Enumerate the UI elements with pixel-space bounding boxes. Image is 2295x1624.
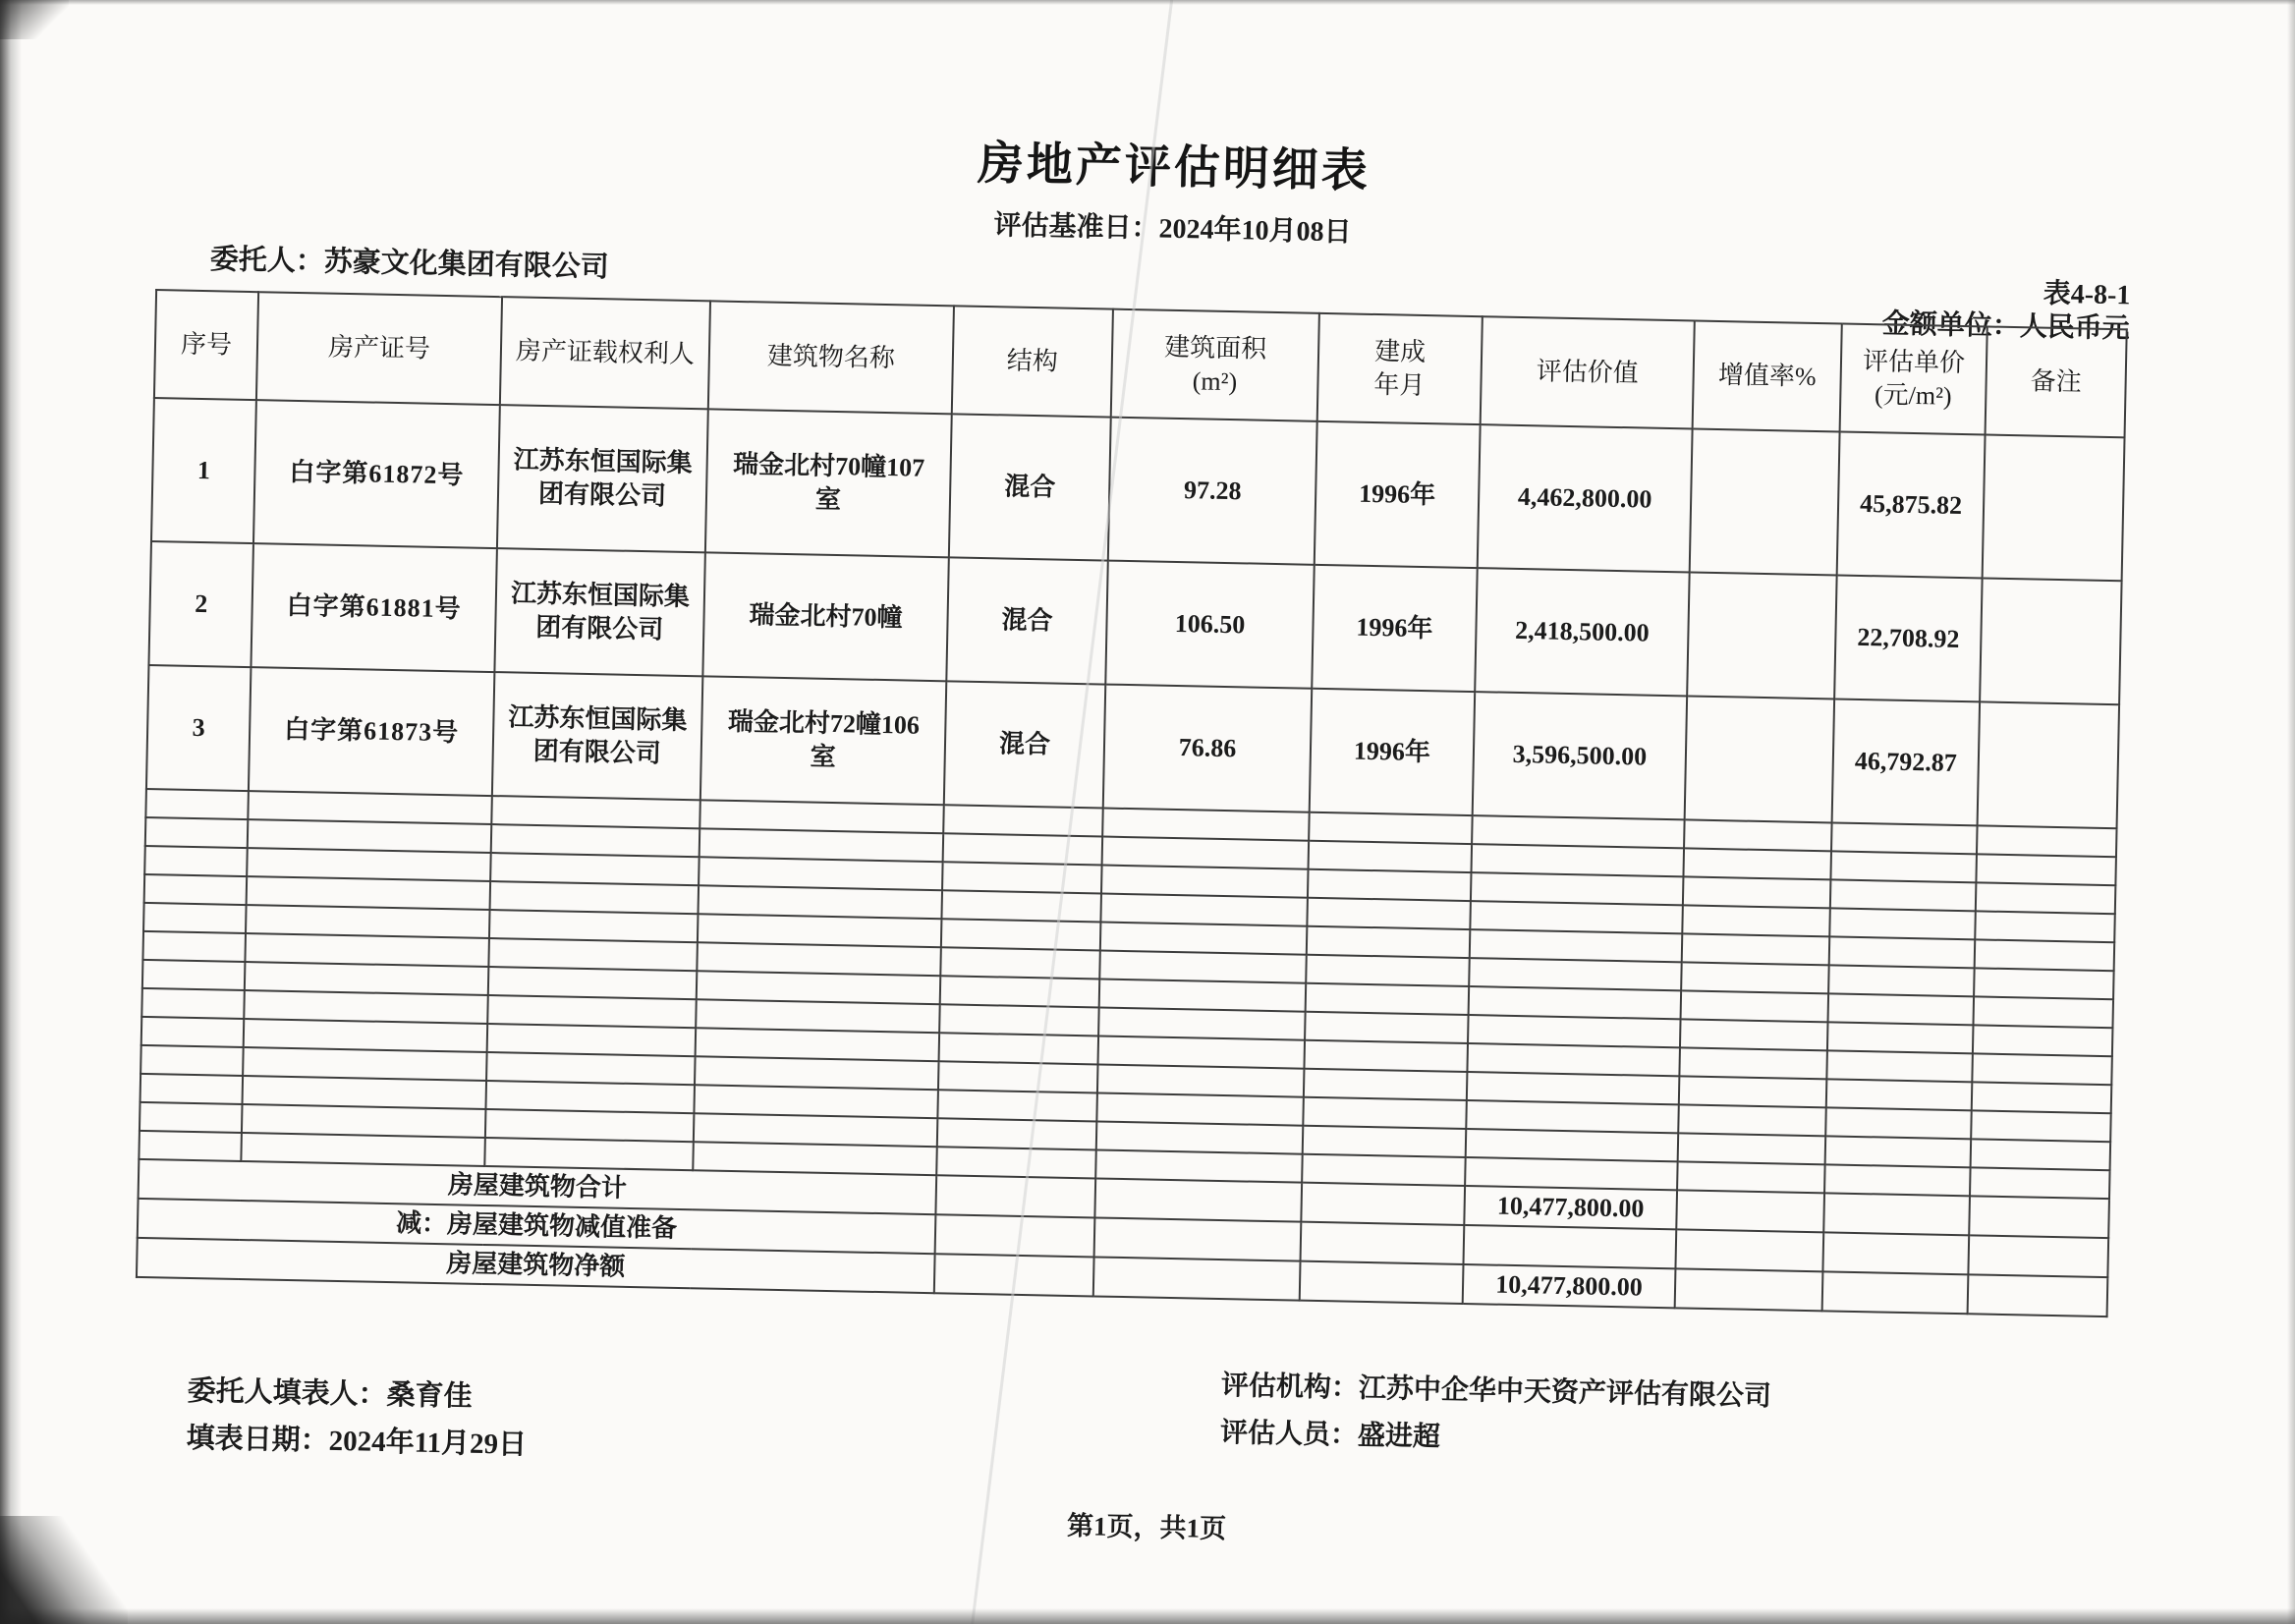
empty-cell <box>485 1109 695 1142</box>
column-header-note: 备注 <box>1986 326 2127 437</box>
empty-cell <box>486 1052 696 1085</box>
summary-value: 10,477,800.00 <box>1463 1264 1676 1308</box>
empty-cell <box>1973 996 2113 1028</box>
empty-cell <box>943 833 1103 865</box>
cell-cert-no: 白字第61872号 <box>253 400 500 548</box>
empty-cell <box>1472 815 1685 848</box>
empty-cell <box>491 796 700 828</box>
empty-cell <box>1976 854 2116 885</box>
empty-cell <box>1971 1139 2111 1170</box>
empty-cell <box>1972 1082 2112 1113</box>
empty-cell <box>940 947 1100 979</box>
cell-cert-no: 白字第61873号 <box>249 667 494 796</box>
empty-cell <box>140 1102 243 1133</box>
currency-unit-line: 金额单位：人民币元 <box>1881 308 2131 345</box>
empty-cell <box>141 988 245 1019</box>
empty-cell <box>485 1081 695 1113</box>
empty-cell <box>1467 1072 1680 1104</box>
empty-cell <box>1098 1036 1306 1068</box>
empty-cell <box>1308 869 1472 901</box>
cell-unit-price: 46,792.87 <box>1832 699 1980 825</box>
empty-cell <box>1684 819 1832 851</box>
empty-cell <box>1307 926 1471 958</box>
empty-cell <box>1971 1110 2111 1142</box>
cell-building: 瑞金北村70幢 <box>702 552 948 681</box>
empty-cell <box>937 1118 1097 1149</box>
summary-empty-cell <box>1822 1232 1969 1274</box>
summary-empty-cell <box>1301 1183 1465 1225</box>
empty-cell <box>1306 955 1470 986</box>
empty-cell <box>1469 958 1682 990</box>
summary-empty-cell <box>1094 1178 1302 1221</box>
empty-cell <box>1683 876 1831 908</box>
cell-appraised-value: 3,596,500.00 <box>1473 692 1687 819</box>
cell-note <box>1983 434 2125 581</box>
cell-owner: 江苏东恒国际集 团有限公司 <box>497 405 708 552</box>
table-number: 表4-8-1 <box>2043 278 2131 311</box>
empty-cell <box>1471 872 1684 905</box>
empty-cell <box>1972 1053 2112 1085</box>
cell-building: 瑞金北村72幢106 室 <box>700 676 946 805</box>
summary-empty-cell <box>1822 1271 1969 1314</box>
empty-cell <box>484 1138 694 1170</box>
empty-cell <box>1831 822 1978 854</box>
summary-empty-cell <box>1093 1257 1301 1300</box>
scan-edge-left <box>0 0 22 1624</box>
empty-cell <box>1305 1012 1469 1043</box>
cell-note <box>1978 701 2120 828</box>
cell-built-year: 1996年 <box>1312 565 1477 692</box>
empty-cell <box>1830 851 1977 882</box>
scan-edge-bottom <box>0 1608 2295 1624</box>
summary-value <box>1464 1225 1677 1268</box>
empty-cell <box>1825 1136 1972 1167</box>
client-line: 委托人：苏豪文化集团有限公司 <box>209 244 610 284</box>
page-indicator: 第1页，共1页 <box>1066 1510 1227 1544</box>
cell-cert-no: 白字第61881号 <box>251 543 496 672</box>
empty-cell <box>1681 990 1829 1022</box>
appraisal-table <box>136 289 2131 1317</box>
summary-empty-cell <box>1300 1260 1464 1303</box>
page-title: 房地产评估明细表 <box>977 136 1371 196</box>
cell-owner: 江苏东恒国际集 团有限公司 <box>492 672 702 800</box>
column-header-cert-no: 房产证号 <box>256 292 502 405</box>
cell-increase-rate <box>1690 428 1840 575</box>
summary-empty-cell <box>1675 1268 1823 1311</box>
empty-cell <box>487 995 697 1028</box>
empty-cell <box>140 1074 244 1104</box>
empty-cell <box>1973 1025 2113 1056</box>
empty-cell <box>1101 866 1309 898</box>
empty-cell <box>1469 986 1682 1019</box>
empty-cell <box>145 789 249 819</box>
cell-increase-rate <box>1685 696 1834 822</box>
empty-cell <box>1102 837 1310 869</box>
empty-cell <box>938 1061 1098 1092</box>
empty-cell <box>941 890 1101 922</box>
column-header-increase-rate: 增值率% <box>1693 321 1842 432</box>
scan-edge-right <box>2287 0 2295 1624</box>
column-header-structure: 结构 <box>952 306 1113 417</box>
empty-cell <box>1976 882 2116 914</box>
summary-empty-cell <box>1823 1193 1970 1235</box>
empty-cell <box>1827 1022 1974 1053</box>
column-header-appraised-value: 评估价值 <box>1481 316 1695 428</box>
summary-empty-cell <box>935 1175 1095 1217</box>
column-header-owner: 房产证载权利人 <box>500 297 710 409</box>
empty-cell <box>1467 1043 1680 1076</box>
empty-cell <box>489 910 699 942</box>
summary-empty-cell <box>1301 1221 1465 1263</box>
cell-building: 瑞金北村70幢107 室 <box>705 409 952 557</box>
empty-cell <box>942 862 1102 893</box>
empty-cell <box>142 931 246 962</box>
empty-cell <box>488 967 698 999</box>
empty-cell <box>1100 923 1308 955</box>
column-header-area: 建筑面积 (m²) <box>1111 309 1319 421</box>
column-header-building: 建筑物名称 <box>708 301 954 414</box>
empty-cell <box>1826 1050 1973 1082</box>
cell-structure: 混合 <box>944 681 1105 808</box>
cell-built-year: 1996年 <box>1315 421 1481 568</box>
empty-cell <box>1470 929 1683 962</box>
cell-structure: 混合 <box>946 557 1107 684</box>
empty-cell <box>144 874 248 905</box>
scan-corner-bottom-left <box>0 1516 128 1624</box>
empty-cell <box>940 976 1100 1007</box>
summary-label: 房屋建筑物净额 <box>137 1238 935 1293</box>
empty-cell <box>1468 1015 1681 1047</box>
empty-cell <box>1830 879 1977 911</box>
empty-cell <box>1974 968 2114 999</box>
empty-cell <box>1828 965 1975 996</box>
empty-cell <box>1466 1129 1679 1161</box>
empty-cell <box>1098 1007 1306 1039</box>
empty-cell <box>1096 1121 1304 1153</box>
cell-note <box>1980 578 2122 704</box>
cell-owner: 江苏东恒国际集 团有限公司 <box>494 548 704 676</box>
empty-cell <box>139 1131 242 1161</box>
scan-corner-top-left <box>0 0 69 39</box>
empty-cell <box>490 853 700 885</box>
column-header-seq: 序号 <box>154 290 258 400</box>
cell-seq: 1 <box>151 398 256 543</box>
summary-label: 房屋建筑物合计 <box>139 1159 937 1214</box>
empty-cell <box>145 817 249 848</box>
empty-cell <box>936 1147 1096 1178</box>
empty-cell <box>1095 1149 1303 1182</box>
empty-cell <box>1975 911 2115 942</box>
empty-cell <box>491 824 700 857</box>
column-header-built-year: 建成 年月 <box>1317 313 1483 424</box>
empty-cell <box>1682 905 1830 936</box>
empty-cell <box>1304 1040 1468 1072</box>
empty-cell <box>1309 841 1473 872</box>
empty-cell <box>1465 1157 1678 1190</box>
empty-cell <box>1307 898 1471 929</box>
empty-cell <box>1828 993 1975 1025</box>
cell-unit-price: 22,708.92 <box>1834 575 1982 701</box>
column-header-unit-price: 评估单价 (元/m²) <box>1840 324 1987 435</box>
empty-cell <box>1825 1107 1972 1139</box>
empty-cell <box>1306 983 1470 1015</box>
cell-built-year: 1996年 <box>1310 689 1475 815</box>
empty-cell <box>1470 901 1683 933</box>
empty-cell <box>1309 812 1473 844</box>
summary-empty-cell <box>1094 1217 1302 1260</box>
empty-cell <box>1677 1161 1825 1193</box>
cell-structure: 混合 <box>949 414 1111 560</box>
empty-rows-section <box>139 789 2116 1199</box>
summary-ghost-cell <box>1968 1274 2108 1316</box>
empty-cell <box>143 903 247 933</box>
empty-cell <box>1302 1154 1466 1186</box>
empty-cell <box>1679 1076 1827 1107</box>
empty-cell <box>1466 1100 1679 1133</box>
cell-appraised-value: 4,462,800.00 <box>1478 424 1693 572</box>
empty-cell <box>1678 1133 1826 1164</box>
empty-cell <box>1977 825 2117 857</box>
fill-date-line: 填表日期：2024年11月29日 <box>186 1422 528 1461</box>
empty-cell <box>1975 939 2115 971</box>
summary-empty-cell <box>935 1214 1095 1257</box>
cell-area: 106.50 <box>1105 561 1314 689</box>
empty-cell <box>1678 1104 1826 1136</box>
cell-appraised-value: 2,418,500.00 <box>1475 568 1689 696</box>
empty-cell <box>1097 1064 1305 1096</box>
preparer-line: 委托人填表人：桑育佳 <box>187 1374 473 1413</box>
empty-cell <box>939 1004 1099 1036</box>
appraisal-agency-line: 评估机构：江苏中企华中天资产评估有限公司 <box>1220 1371 1772 1413</box>
empty-cell <box>943 805 1103 836</box>
empty-cell <box>1681 962 1829 993</box>
empty-cell <box>141 1017 245 1047</box>
appraiser-line: 评估人员：盛进超 <box>1219 1418 1441 1453</box>
cell-increase-rate <box>1687 572 1836 699</box>
summary-label: 减：房屋建筑物减值准备 <box>138 1199 936 1254</box>
empty-cell <box>1303 1097 1467 1129</box>
empty-cell <box>487 1024 697 1056</box>
summary-ghost-cell <box>1968 1235 2108 1277</box>
empty-cell <box>1683 848 1831 879</box>
empty-cell <box>140 1045 244 1076</box>
summary-empty-cell <box>1675 1229 1823 1271</box>
cell-area: 76.86 <box>1103 685 1312 812</box>
empty-cell <box>144 846 248 876</box>
cell-unit-price: 45,875.82 <box>1837 431 1986 578</box>
empty-cell <box>142 960 246 990</box>
summary-ghost-cell <box>1969 1196 2109 1238</box>
empty-cell <box>1829 908 1976 939</box>
empty-cell <box>939 1033 1099 1064</box>
empty-cell <box>488 938 698 971</box>
valuation-base-date: 评估基准日：2024年10月08日 <box>993 210 1352 249</box>
empty-cell <box>1824 1164 1971 1196</box>
empty-cell <box>1304 1069 1468 1100</box>
empty-cell <box>1826 1079 1973 1110</box>
empty-cell <box>1099 950 1307 982</box>
empty-cell <box>1303 1126 1467 1157</box>
empty-cell <box>941 919 1101 950</box>
empty-cell <box>1100 894 1308 926</box>
empty-cell <box>1099 979 1307 1011</box>
empty-cell <box>1970 1167 2110 1199</box>
summary-value: 10,477,800.00 <box>1464 1186 1677 1229</box>
empty-cell <box>1679 1047 1827 1079</box>
empty-cell <box>1102 809 1310 841</box>
empty-cell <box>1680 1019 1828 1050</box>
empty-cell <box>937 1090 1097 1121</box>
cell-seq: 2 <box>148 541 253 667</box>
empty-cell <box>1472 844 1685 876</box>
cell-area: 97.28 <box>1108 418 1317 565</box>
summary-empty-cell <box>1676 1190 1824 1232</box>
empty-cell <box>1096 1092 1304 1125</box>
empty-cell <box>490 881 700 914</box>
cell-seq: 3 <box>146 665 252 791</box>
empty-cell <box>1682 933 1830 965</box>
scan-edge-top <box>0 0 2295 5</box>
empty-cell <box>1829 936 1976 968</box>
